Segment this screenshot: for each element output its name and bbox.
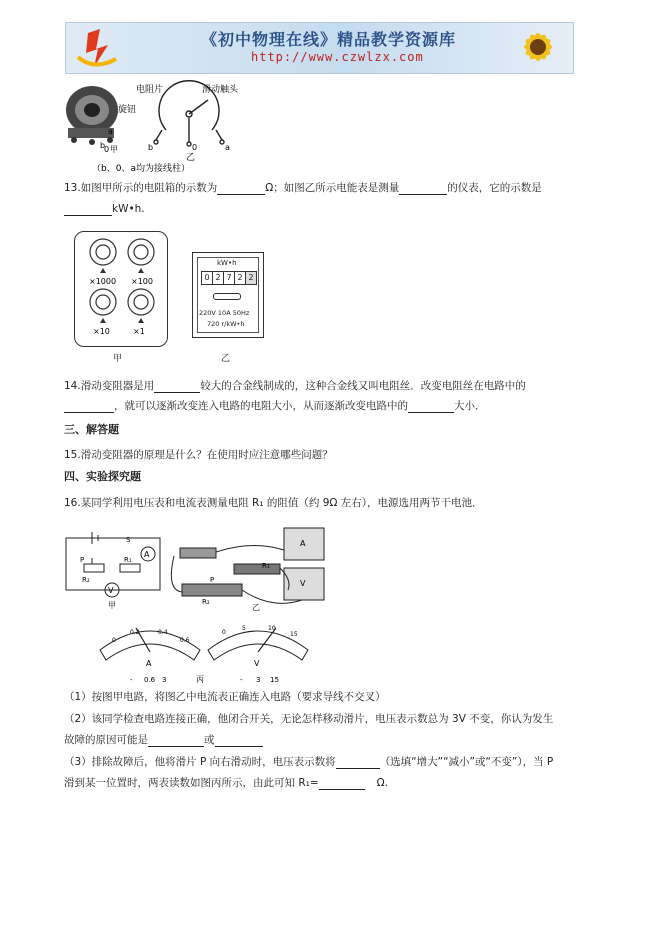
meter-digit: 2 [213, 271, 224, 285]
label-b-left: b [100, 141, 106, 150]
r2-label: R₂ [82, 576, 90, 584]
voltmeter-term-2: 15 [270, 676, 279, 684]
ammeter-tick-3: 0.6 [180, 637, 190, 644]
q13-text-d: kW•h. [112, 203, 145, 215]
ammeter-tick-2: 0.4 [158, 629, 168, 636]
q13-blank-2[interactable] [399, 183, 447, 195]
dial-label-1: ×1 [133, 327, 145, 336]
voltmeter-term-1: 3 [256, 676, 261, 684]
q16-part3-text-b: （选填“增大”“减小”或“不变”），当 P [379, 756, 554, 768]
ammeter-dial [100, 628, 200, 660]
resistance-box [74, 231, 168, 347]
q16-part2-line2 [64, 733, 263, 747]
q16-intro: 16.某同学利用电压表和电流表测量电阻 R₁ 的阻值（约 9Ω 左右），电源选用两节干电池． [64, 497, 483, 509]
resistance-box-label: 甲 [113, 354, 123, 364]
label-0-left: 0 [104, 145, 110, 154]
label-jia: 甲 [110, 145, 118, 154]
energy-meter-label: 乙 [221, 354, 231, 364]
fig-jia-label: 甲 [108, 601, 116, 610]
q16-part2-line1: （2）该同学检查电路连接正确，他闭合开关，无论怎样移动滑片，电压表示数总为 3V 不变，你认为发生 [64, 713, 554, 725]
dial-label-10: ×10 [93, 327, 110, 336]
voltmeter-symbol-label: V [108, 586, 114, 595]
section-three-heading: 三、解答题 [64, 423, 119, 436]
q16-part1: （1）按图甲电路，将图乙中电流表正确连入电路（要求导线不交叉） [64, 691, 386, 703]
q13-line2 [64, 202, 145, 216]
rheostat-photo [66, 86, 118, 145]
resistance-box-dials [75, 232, 167, 346]
q15-text: 15.滑动变阻器的原理是什么？在使用时应注意哪些问题？ [64, 449, 333, 461]
dial-label-1000: ×1000 [89, 277, 117, 286]
q13-line1 [64, 181, 542, 195]
energy-meter [192, 252, 264, 338]
meter-digit: 2 [235, 271, 246, 285]
ammeter-term-1: 0.6 [144, 676, 156, 684]
q13-text-c: 的仪表，它的示数是 [447, 182, 542, 194]
top-figure-caption: （b、0、a均为接线柱） [92, 164, 190, 174]
voltmeter-photo-label: V [300, 579, 306, 588]
q16-blank-1[interactable] [148, 735, 204, 747]
meter-spec: 220V 10A 50Hz [199, 309, 250, 317]
voltmeter-tick-2: 10 [268, 625, 276, 632]
q14-line1 [64, 379, 526, 393]
q16-blank-3[interactable] [336, 757, 380, 769]
meter-unit: kW•h [217, 259, 237, 267]
ammeter-term-0: - [130, 676, 133, 684]
r1-label: R₁ [124, 556, 132, 564]
meter-digit: 2 [246, 271, 257, 285]
label-0-right: 0 [192, 143, 198, 152]
ammeter-photo-label: A [300, 539, 306, 548]
label-b-right: b [148, 143, 154, 152]
sunflower-icon [506, 25, 570, 71]
ammeter-dial-label: A [146, 659, 152, 668]
r2-photo-label: R₂ [202, 598, 210, 606]
p-label: P [80, 556, 85, 564]
voltmeter-tick-0: 0 [222, 629, 226, 636]
label-knob: 旋钮 [118, 105, 137, 115]
r1-photo-label: R₁ [262, 562, 270, 570]
logo-icon [74, 27, 120, 69]
label-slider: 滑动触头 [202, 85, 239, 95]
ammeter-symbol-label: A [144, 550, 150, 559]
q16-blank-2[interactable] [215, 735, 263, 747]
q16-figure [62, 520, 332, 688]
meter-digit: 0 [201, 271, 213, 285]
voltmeter-term-0: - [240, 676, 243, 684]
fig-yi-label: 乙 [252, 603, 260, 612]
q14-line2 [64, 399, 486, 413]
banner-url: http://www.czwlzx.com [251, 50, 424, 64]
q13-text-b: Ω；如图乙所示电能表是测量 [265, 182, 400, 194]
q13-text-a: 13.如图甲所示的电阻箱的示数为 [64, 182, 218, 194]
q13-blank-1[interactable] [217, 183, 265, 195]
top-figure [62, 78, 262, 174]
q14-text-b: 较大的合金线制成的，这种合金线又叫电阻丝．改变电阻丝在电路中的 [200, 380, 526, 392]
banner-title: 《初中物理在线》精品教学资源库 [201, 30, 457, 49]
section-four-heading: 四、实验探究题 [64, 470, 141, 483]
q14-blank-2[interactable] [64, 401, 114, 413]
q14-text-c: ，就可以逐渐改变连入电路的电阻大小，从而逐渐改变电路中的 [114, 400, 408, 412]
meter-digit: 7 [224, 271, 235, 285]
meter-disc-window [213, 293, 241, 300]
q16-part3-line1 [64, 755, 553, 769]
q16-part3-text-d: Ω. [376, 777, 389, 789]
label-yi: 乙 [186, 153, 196, 163]
q16-blank-4[interactable] [319, 778, 365, 790]
q14-blank-3[interactable] [408, 401, 454, 413]
q16-part3-text-a: （3）排除故障后，他将滑片 P 向右滑动时，电压表示数将 [64, 756, 336, 768]
dial-label-100: ×100 [131, 277, 153, 286]
q14-blank-1[interactable] [154, 381, 200, 393]
q16-part2-text-b: 故障的原因可能是 [64, 734, 148, 746]
p-photo-label: P [210, 576, 215, 584]
meter-rate: 720 r/kW•h [207, 320, 245, 328]
label-a-left: a [108, 127, 113, 136]
label-resistor-piece: 电阻片 [136, 85, 164, 95]
header-banner [65, 22, 574, 74]
q16-part3-line2 [64, 776, 388, 790]
voltmeter-tick-1: 5 [242, 625, 246, 632]
fig-bing-label: 丙 [196, 675, 204, 684]
ammeter-term-2: 3 [162, 676, 167, 684]
voltmeter-tick-3: 15 [290, 631, 298, 638]
label-a-right: a [225, 143, 230, 152]
q13-blank-3[interactable] [64, 204, 112, 216]
q14-text-d: 大小． [454, 400, 486, 412]
q16-part2-text-c: 或 [204, 734, 215, 746]
switch-label: S [126, 536, 131, 544]
ammeter-tick-0: 0 [112, 637, 116, 644]
q16-part3-text-c: 滑到某一位置时，两表读数如图丙所示，由此可知 R₁= [64, 777, 319, 789]
ammeter-tick-1: 0.2 [130, 629, 140, 636]
voltmeter-dial-label: V [254, 659, 260, 668]
meter-digits [201, 271, 257, 285]
q14-text-a: 14.滑动变阻器是用 [64, 380, 155, 392]
